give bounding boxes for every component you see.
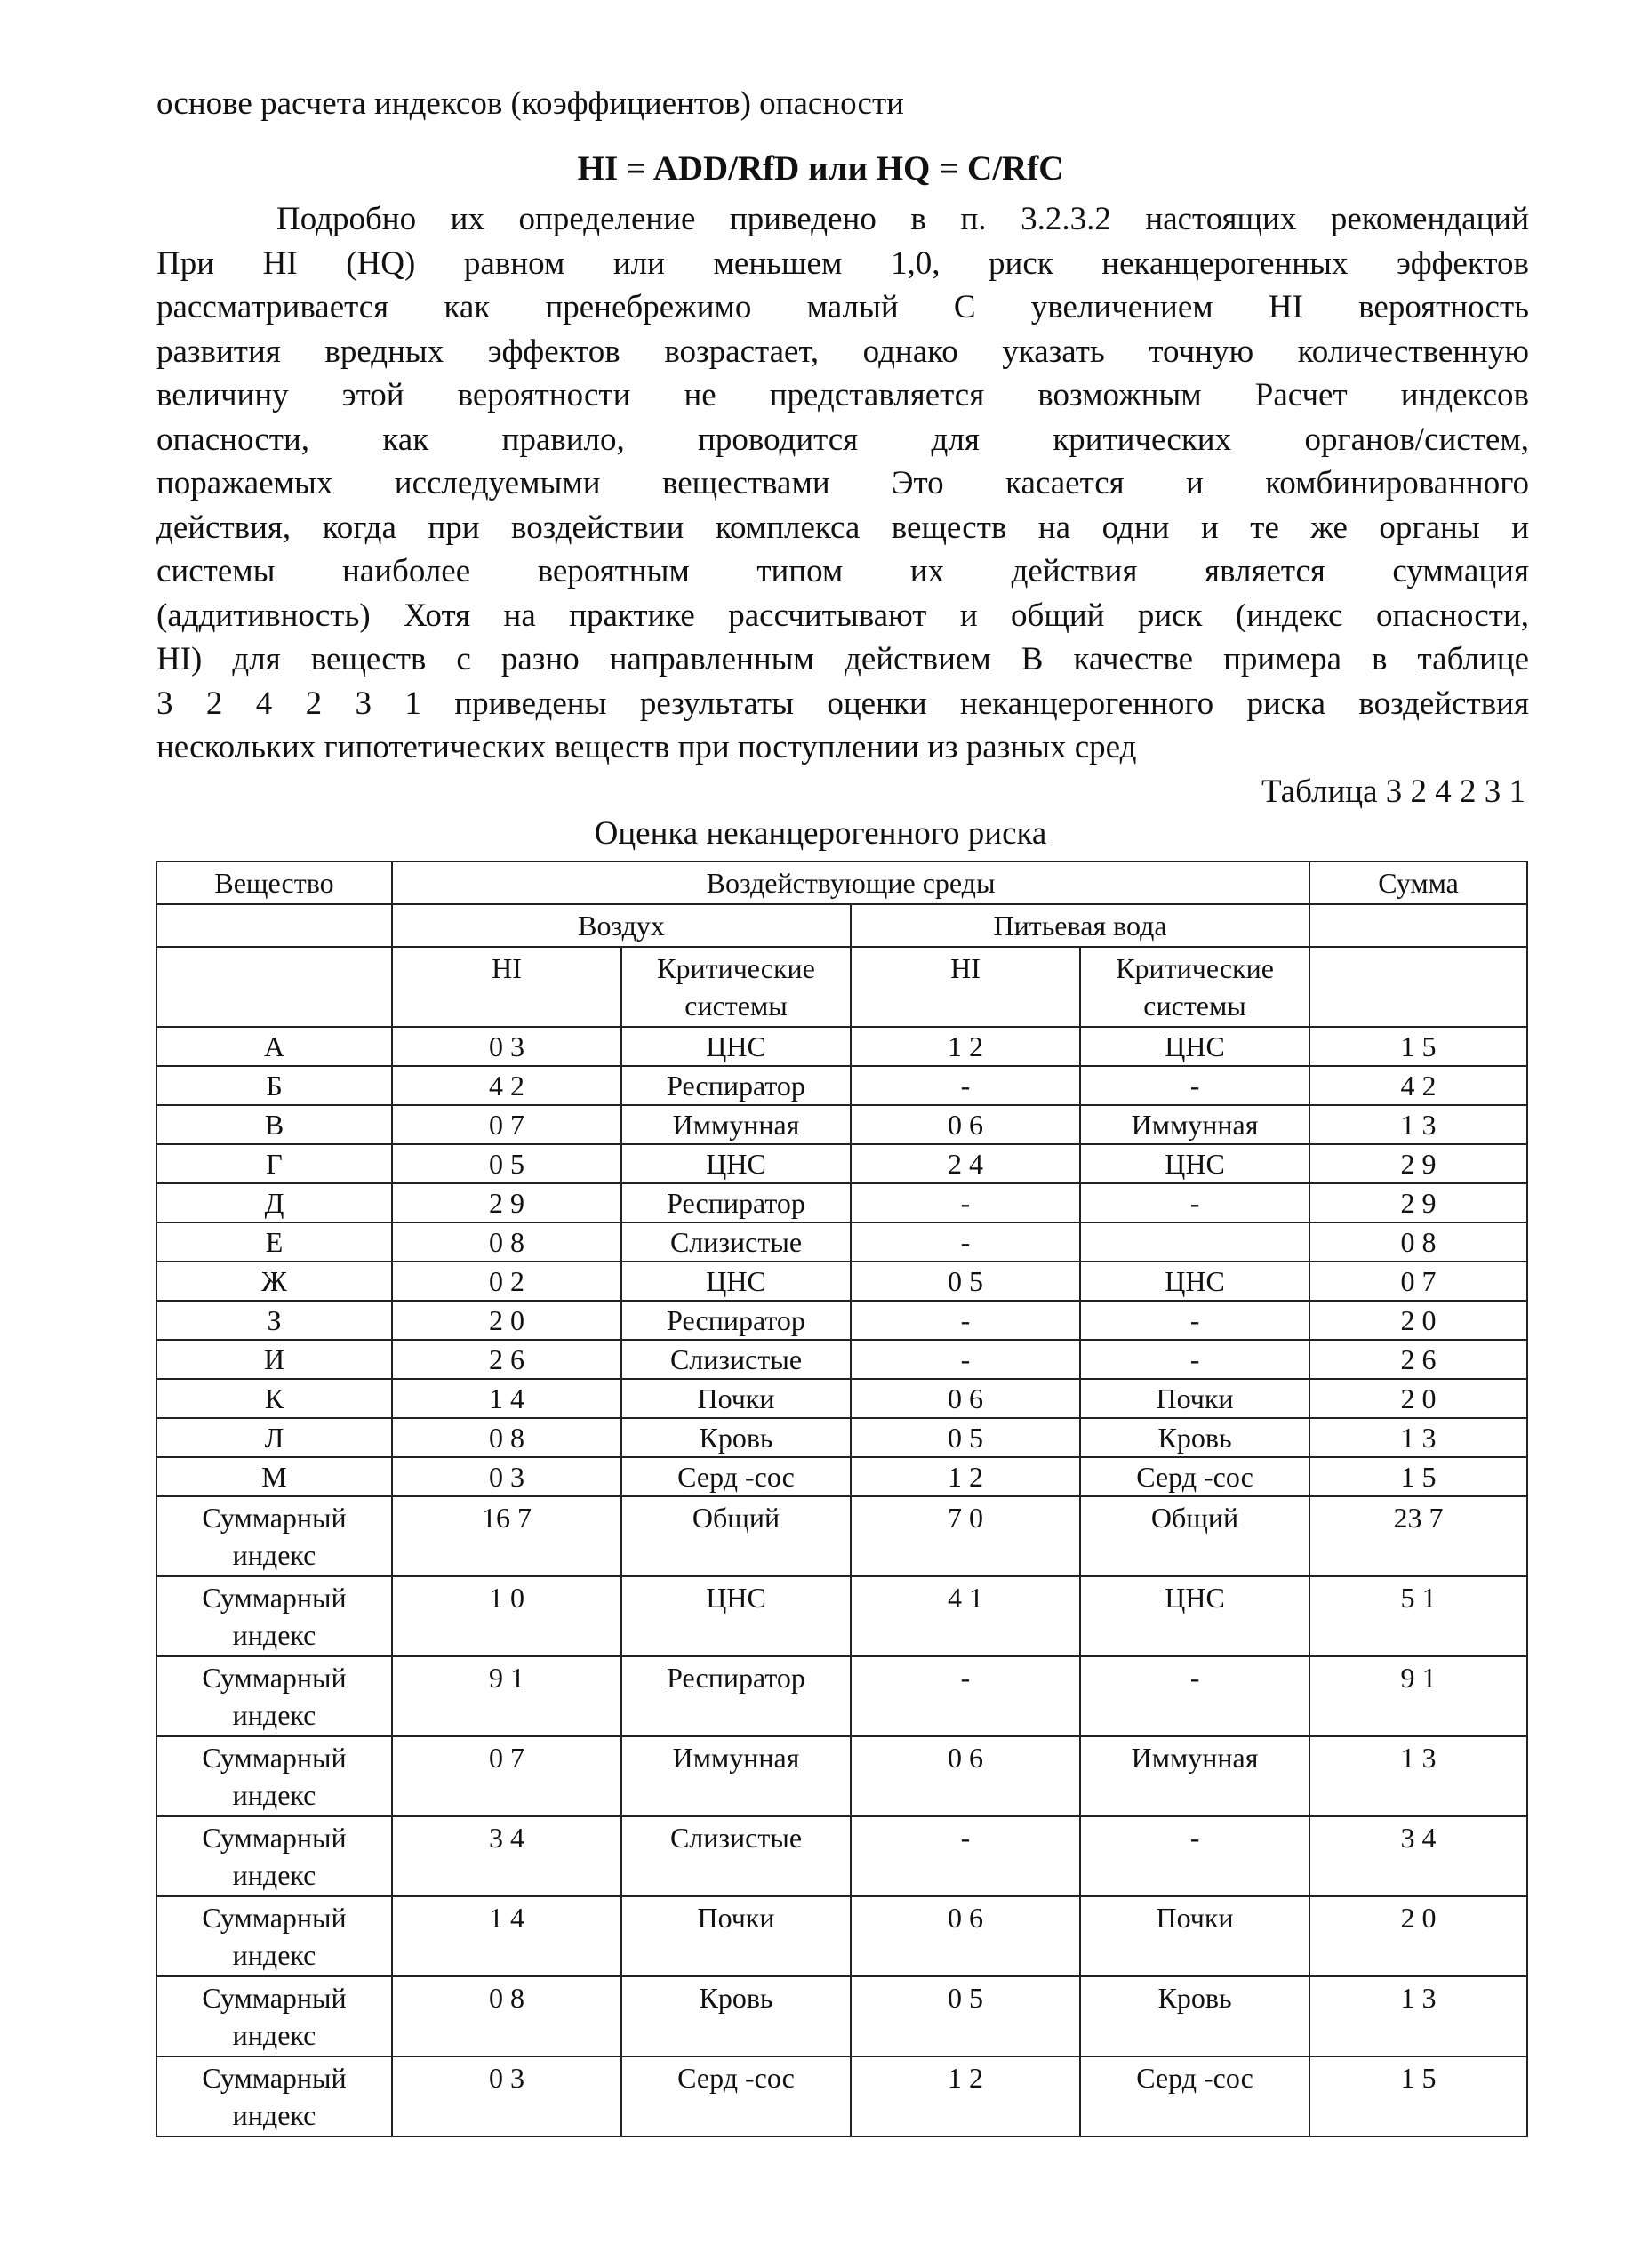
cell-critical-air: ЦНС: [621, 1027, 851, 1066]
table-row: [156, 1816, 1527, 1896]
paragraph-line: поражаемых исследуемыми веществами Это касается и комбинированного: [156, 465, 1529, 501]
cell-substance: Суммарный индекс: [156, 1656, 392, 1736]
cell-critical-air: Почки: [621, 1896, 851, 1976]
paragraph-line: опасности, как правило, проводится для критических органов/систем,: [156, 421, 1529, 458]
cell-critical-water: Кровь: [1080, 1418, 1309, 1457]
cell-hi-water: 0 5: [851, 1262, 1080, 1301]
cell-critical-water: -: [1080, 1816, 1309, 1896]
header-water: Питьевая вода: [851, 904, 1309, 947]
cell-substance: К: [156, 1379, 392, 1418]
cell-critical-air: Респиратор: [621, 1066, 851, 1105]
cell-hi-air: 0 5: [392, 1144, 621, 1183]
header-hi-air: HI: [392, 947, 621, 1027]
cell-critical-water: -: [1080, 1066, 1309, 1105]
cell-critical-water: Серд -сос: [1080, 2056, 1309, 2136]
cell-hi-water: 0 6: [851, 1896, 1080, 1976]
cell-critical-water: Почки: [1080, 1379, 1309, 1418]
cell-critical-air: ЦНС: [621, 1262, 851, 1301]
cell-hi-air: 4 2: [392, 1066, 621, 1105]
cell-critical-water: Иммунная: [1080, 1736, 1309, 1816]
body-paragraph: [156, 197, 1529, 770]
cell-sum: 1 3: [1309, 1418, 1527, 1457]
cell-hi-air: 0 8: [392, 1976, 621, 2056]
cell-substance: Б: [156, 1066, 392, 1105]
cell-sum: 2 0: [1309, 1896, 1527, 1976]
cell-hi-air: 2 0: [392, 1301, 621, 1340]
cell-hi-air: 0 3: [392, 2056, 621, 2136]
risk-table: [156, 861, 1528, 2137]
table-row: [156, 1066, 1527, 1105]
cell-substance: Суммарный индекс: [156, 1736, 392, 1816]
table-row: [156, 1144, 1527, 1183]
cell-critical-water: Общий: [1080, 1496, 1309, 1576]
cell-substance: Суммарный индекс: [156, 2056, 392, 2136]
paragraph-line: системы наиболее вероятным типом их действия является суммация: [156, 553, 1529, 589]
cell-critical-air: Слизистые: [621, 1222, 851, 1262]
cell-sum: 4 2: [1309, 1066, 1527, 1105]
paragraph-line: Подробно их определение приведено в п. 3.2.3.2 настоящих рекомендаций: [276, 201, 1529, 237]
cell-sum: 3 4: [1309, 1816, 1527, 1896]
cell-critical-air: Респиратор: [621, 1656, 851, 1736]
cell-hi-water: 0 6: [851, 1105, 1080, 1144]
table-row: [156, 1222, 1527, 1262]
table-row: [156, 1105, 1527, 1144]
table-row: [156, 1457, 1527, 1496]
cell-hi-air: 3 4: [392, 1816, 621, 1896]
cell-sum: 1 3: [1309, 1976, 1527, 2056]
table-title: Оценка неканцерогенного риска: [594, 815, 1047, 852]
cell-hi-water: 0 5: [851, 1418, 1080, 1457]
cell-critical-water: -: [1080, 1301, 1309, 1340]
cell-critical-water: -: [1080, 1656, 1309, 1736]
paragraph-line: рассматривается как пренебрежимо малый С увеличением HI вероятность: [156, 289, 1529, 325]
cell-hi-water: 0 6: [851, 1379, 1080, 1418]
paragraph-line: действия, когда при воздействии комплекса веществ на одни и те же органы и: [156, 509, 1529, 546]
cell-critical-air: Иммунная: [621, 1736, 851, 1816]
cell-sum: 5 1: [1309, 1576, 1527, 1656]
cell-substance: А: [156, 1027, 392, 1066]
intro-line: основе расчета индексов (коэффициентов) опасности: [156, 85, 904, 122]
header-substance: Вещество: [156, 862, 392, 904]
header-critical-water: Критические системы: [1080, 947, 1309, 1027]
cell-critical-water: ЦНС: [1080, 1027, 1309, 1066]
cell-critical-water: ЦНС: [1080, 1576, 1309, 1656]
table-header-row: [156, 904, 1527, 947]
cell-hi-air: 1 4: [392, 1896, 621, 1976]
cell-sum: 0 7: [1309, 1262, 1527, 1301]
cell-critical-water: [1080, 1222, 1309, 1262]
cell-hi-water: -: [851, 1222, 1080, 1262]
table-row: [156, 1183, 1527, 1222]
table-row: [156, 1976, 1527, 2056]
cell-critical-air: Слизистые: [621, 1816, 851, 1896]
cell-substance: Суммарный индекс: [156, 1816, 392, 1896]
header-air: Воздух: [392, 904, 851, 947]
cell-hi-air: 2 9: [392, 1183, 621, 1222]
cell-hi-air: 16 7: [392, 1496, 621, 1576]
cell-critical-air: ЦНС: [621, 1144, 851, 1183]
cell-hi-water: -: [851, 1340, 1080, 1379]
cell-hi-air: 1 0: [392, 1576, 621, 1656]
cell-substance: Д: [156, 1183, 392, 1222]
cell-substance: Е: [156, 1222, 392, 1262]
cell-substance: Л: [156, 1418, 392, 1457]
table-header-row: [156, 947, 1527, 1027]
table-row: [156, 1301, 1527, 1340]
table-row: [156, 1340, 1527, 1379]
cell-substance: Суммарный индекс: [156, 1896, 392, 1976]
cell-hi-air: 0 2: [392, 1262, 621, 1301]
formula: HI = ADD/RfD или HQ = C/RfC: [577, 149, 1064, 188]
paragraph-line: При HI (HQ) равном или меньшем 1,0, риск неканцерогенных эффектов: [156, 244, 1529, 282]
cell-critical-air: Серд -сос: [621, 2056, 851, 2136]
cell-hi-water: 0 5: [851, 1976, 1080, 2056]
cell-substance: Г: [156, 1144, 392, 1183]
cell-critical-water: ЦНС: [1080, 1144, 1309, 1183]
cell-sum: 2 6: [1309, 1340, 1527, 1379]
header-empty: [1309, 947, 1527, 1027]
cell-hi-water: -: [851, 1066, 1080, 1105]
cell-hi-air: 0 3: [392, 1457, 621, 1496]
cell-hi-water: 0 6: [851, 1736, 1080, 1816]
cell-hi-water: 4 1: [851, 1576, 1080, 1656]
cell-sum: 9 1: [1309, 1656, 1527, 1736]
cell-substance: Ж: [156, 1262, 392, 1301]
cell-substance: Суммарный индекс: [156, 1576, 392, 1656]
table-row: [156, 1736, 1527, 1816]
cell-hi-air: 9 1: [392, 1656, 621, 1736]
cell-critical-air: Слизистые: [621, 1340, 851, 1379]
cell-critical-water: -: [1080, 1340, 1309, 1379]
table-row: [156, 1262, 1527, 1301]
cell-hi-water: -: [851, 1301, 1080, 1340]
cell-critical-air: Серд -сос: [621, 1457, 851, 1496]
paragraph-line: 3 2 4 2 3 1 приведены результаты оценки неканцерогенного риска воздействия: [156, 685, 1529, 722]
header-empty: [156, 947, 392, 1027]
cell-critical-water: -: [1080, 1183, 1309, 1222]
cell-hi-water: -: [851, 1816, 1080, 1896]
table-row: [156, 1379, 1527, 1418]
cell-substance: Суммарный индекс: [156, 1496, 392, 1576]
cell-critical-water: ЦНС: [1080, 1262, 1309, 1301]
cell-hi-water: 1 2: [851, 2056, 1080, 2136]
header-critical-air: Критические системы: [621, 947, 851, 1027]
cell-sum: 2 0: [1309, 1301, 1527, 1340]
table-number: Таблица 3 2 4 2 3 1: [1261, 773, 1525, 810]
cell-substance: М: [156, 1457, 392, 1496]
cell-substance: И: [156, 1340, 392, 1379]
cell-sum: 1 5: [1309, 1457, 1527, 1496]
cell-critical-air: Кровь: [621, 1976, 851, 2056]
paragraph-line: величину этой вероятности не представляется возможным Расчет индексов: [156, 377, 1529, 413]
cell-hi-air: 0 8: [392, 1418, 621, 1457]
cell-hi-air: 0 8: [392, 1222, 621, 1262]
cell-sum: 2 9: [1309, 1144, 1527, 1183]
cell-sum: 2 0: [1309, 1379, 1527, 1418]
cell-sum: 1 3: [1309, 1736, 1527, 1816]
table-row: [156, 1496, 1527, 1576]
table-row: [156, 1576, 1527, 1656]
cell-sum: 1 5: [1309, 2056, 1527, 2136]
cell-critical-air: Респиратор: [621, 1301, 851, 1340]
cell-hi-water: -: [851, 1656, 1080, 1736]
cell-substance: В: [156, 1105, 392, 1144]
table-row: [156, 1418, 1527, 1457]
cell-sum: 0 8: [1309, 1222, 1527, 1262]
cell-hi-air: 1 4: [392, 1379, 621, 1418]
table-row: [156, 2056, 1527, 2136]
cell-hi-air: 0 7: [392, 1736, 621, 1816]
header-sum: Сумма: [1309, 862, 1527, 904]
table-row: [156, 1027, 1527, 1066]
cell-sum: 2 9: [1309, 1183, 1527, 1222]
cell-critical-air: Иммунная: [621, 1105, 851, 1144]
cell-critical-air: Респиратор: [621, 1183, 851, 1222]
cell-hi-water: 7 0: [851, 1496, 1080, 1576]
cell-sum: 1 3: [1309, 1105, 1527, 1144]
cell-critical-water: Почки: [1080, 1896, 1309, 1976]
paragraph-line: (аддитивность) Хотя на практике рассчитывают и общий риск (индекс опасности,: [156, 597, 1529, 634]
table-row: [156, 1656, 1527, 1736]
table-header-row: [156, 862, 1527, 904]
cell-critical-air: Кровь: [621, 1418, 851, 1457]
header-hi-water: HI: [851, 947, 1080, 1027]
header-empty: [156, 904, 392, 947]
header-empty: [1309, 904, 1527, 947]
cell-sum: 1 5: [1309, 1027, 1527, 1066]
cell-substance: З: [156, 1301, 392, 1340]
cell-critical-water: Кровь: [1080, 1976, 1309, 2056]
cell-hi-water: 1 2: [851, 1457, 1080, 1496]
cell-hi-water: 1 2: [851, 1027, 1080, 1066]
cell-hi-air: 0 7: [392, 1105, 621, 1144]
table-row: [156, 1896, 1527, 1976]
header-media: Воздействующие среды: [392, 862, 1309, 904]
cell-hi-water: -: [851, 1183, 1080, 1222]
paragraph-line: HI) для веществ с разно направленным действием В качестве примера в таблице: [156, 641, 1529, 677]
paragraph-line: развития вредных эффектов возрастает, однако указать точную количественную: [156, 333, 1529, 370]
cell-substance: Суммарный индекс: [156, 1976, 392, 2056]
paragraph-line: нескольких гипотетических веществ при поступлении из разных сред: [156, 729, 1137, 765]
cell-critical-water: Серд -сос: [1080, 1457, 1309, 1496]
cell-hi-air: 2 6: [392, 1340, 621, 1379]
cell-critical-air: ЦНС: [621, 1576, 851, 1656]
cell-critical-water: Иммунная: [1080, 1105, 1309, 1144]
cell-hi-water: 2 4: [851, 1144, 1080, 1183]
cell-hi-air: 0 3: [392, 1027, 621, 1066]
cell-sum: 23 7: [1309, 1496, 1527, 1576]
cell-critical-air: Почки: [621, 1379, 851, 1418]
cell-critical-air: Общий: [621, 1496, 851, 1576]
